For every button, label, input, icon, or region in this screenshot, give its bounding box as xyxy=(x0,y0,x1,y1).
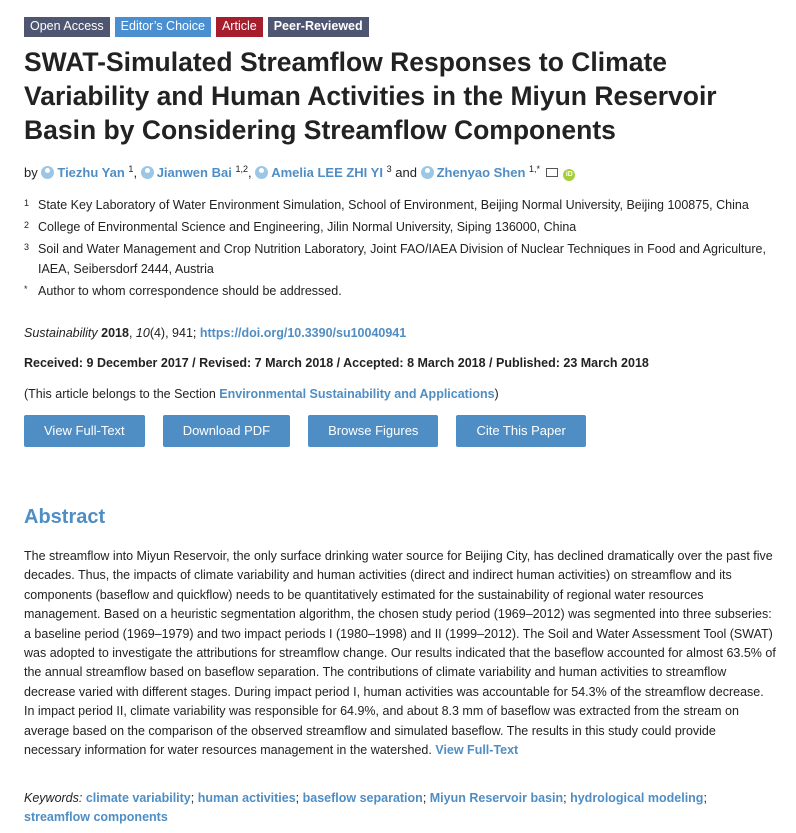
section-note xyxy=(24,385,499,403)
keyword-link[interactable]: human activities xyxy=(197,791,296,805)
author-link[interactable]: Amelia LEE ZHI YI xyxy=(271,165,383,180)
affiliation-marker: 1 xyxy=(128,164,134,174)
email-icon[interactable] xyxy=(546,168,558,177)
citation-volume: 10 xyxy=(135,326,150,340)
download-pdf-button[interactable]: Download PDF xyxy=(163,415,290,447)
section-link[interactable]: Environmental Sustainability and Applications xyxy=(219,387,495,401)
author-separator: , xyxy=(133,165,138,180)
abstract-text: The streamflow into Miyun Reservoir, the only surface drinking water source for Beijing City, has declined dramatically over the past five decades. Thus, the impacts of climate variability and human activities (direct and indirect human activities) on streamflow and its components (baseflow and quickflow) needs to be quantitatively estimated for the sustainability of regional water resources management. Based on a heuristic segmentation algorithm, the chosen study period (1969–2012) was segmented into three subseries: a baseline period (1969–1979) and two impact periods I (1980–1998) and II (1999–2012). The Soil and Water Assessment Tool (SWAT) was adopted to investigate the attributions for streamflow change. Our results indicated that the baseflow accounted for almost 63.5% of the annual streamflow based on baseflow separation. The contributions of climate variability and human activities to streamflow decrease varied with different stages. During impact period I, human activities was accountable for 54.3% of the streamflow decrease. In impact period II, climate variability was responsible for 64.9%, and about 8.3 mm of baseflow was extracted from the stream on average based on the comparison of the observed streamflow and simulated baseflow. The results in this study could provide necessary information for water resources management in the watershed. xyxy=(24,549,776,758)
by-label: by xyxy=(24,165,38,180)
abstract-body xyxy=(24,547,776,760)
author-link[interactable]: Zhenyao Shen xyxy=(436,165,526,180)
affiliation-item xyxy=(24,195,784,215)
keyword-link[interactable]: Miyun Reservoir basin xyxy=(429,791,564,805)
badge-row xyxy=(24,17,369,37)
article-type-badge: Article xyxy=(216,17,263,37)
affiliation-marker: 3 xyxy=(386,164,392,174)
citation-issue: (4) xyxy=(149,326,166,340)
affiliation-text: College of Environmental Science and Engineering, Jilin Normal University, Siping 136000, China xyxy=(38,220,577,234)
section-note-prefix: (This article belongs to the Section xyxy=(24,387,216,401)
keyword-link[interactable]: streamflow components xyxy=(24,810,168,825)
affiliation-item xyxy=(24,239,784,279)
peer-reviewed-badge[interactable]: Peer-Reviewed xyxy=(268,17,369,37)
and-label: and xyxy=(395,165,417,180)
keyword-link[interactable]: baseflow separation xyxy=(302,791,423,805)
affiliation-number: * xyxy=(24,284,28,294)
affiliation-item xyxy=(24,217,784,237)
person-icon xyxy=(421,166,434,179)
keyword-link[interactable]: hydrological modeling xyxy=(570,791,704,805)
person-icon xyxy=(41,166,54,179)
article-title: SWAT-Simulated Streamflow Responses to Climate Variability and Human Activities in the Miyun Reservoir Basin by Considering Streamflow Components xyxy=(24,47,717,145)
browse-figures-button[interactable]: Browse Figures xyxy=(308,415,438,447)
citation-year: 2018 xyxy=(101,326,129,340)
affiliation-marker: 1,2 xyxy=(235,164,248,174)
doi-link[interactable]: https://doi.org/10.3390/su10040941 xyxy=(199,326,407,340)
affiliation-text: State Key Laboratory of Water Environment Simulation, School of Environment, Beijing Normal University, Beijing 100875, China xyxy=(38,198,749,212)
orcid-icon[interactable]: iD xyxy=(563,169,575,181)
action-buttons xyxy=(24,415,586,447)
view-full-text-button[interactable]: View Full-Text xyxy=(24,415,145,447)
person-icon xyxy=(255,166,268,179)
author-list xyxy=(24,164,575,182)
affiliation-text: Author to whom correspondence should be addressed. xyxy=(38,284,342,298)
citation-pages: , 941; xyxy=(165,326,197,340)
affiliation-number: 3 xyxy=(24,242,30,252)
keywords-line: Keywords: climate variability; human activities; baseflow separation; Miyun Reservoir basin; hydrological modeling; streamflow components xyxy=(24,791,707,825)
affiliation-number: 2 xyxy=(24,220,30,230)
affiliation-marker: 1,* xyxy=(529,164,541,174)
author-separator: , xyxy=(247,165,252,180)
person-icon xyxy=(141,166,154,179)
affiliation-item xyxy=(24,281,784,301)
author-link[interactable]: Tiezhu Yan xyxy=(57,165,125,180)
affiliation-text: Soil and Water Management and Crop Nutrition Laboratory, Joint FAO/IAEA Division of Nuclear Techniques in Food and Agriculture, IAEA, Seibersdorf 2444, Austria xyxy=(38,242,766,276)
abstract-heading: Abstract xyxy=(24,506,106,528)
editors-choice-badge[interactable]: Editor’s Choice xyxy=(115,17,211,37)
affiliation-list xyxy=(24,195,784,303)
section-note-suffix: ) xyxy=(494,387,499,401)
open-access-badge[interactable]: Open Access xyxy=(24,17,110,37)
keyword-link[interactable]: climate variability xyxy=(85,791,191,805)
citation-line: Sustainability 2018, 10(4), 941; https://doi.org/10.3390/su10040941 xyxy=(24,326,407,340)
cite-paper-button[interactable]: Cite This Paper xyxy=(456,415,585,447)
abstract-full-text-link[interactable]: View Full-Text xyxy=(435,743,519,758)
journal-name: Sustainability xyxy=(24,326,98,340)
author-link[interactable]: Jianwen Bai xyxy=(156,165,232,180)
keywords-label: Keywords: xyxy=(24,791,83,805)
publication-dates: Received: 9 December 2017 / Revised: 7 March 2018 / Accepted: 8 March 2018 / Published: 23 March 2018 xyxy=(24,356,649,370)
affiliation-number: 1 xyxy=(24,198,30,208)
